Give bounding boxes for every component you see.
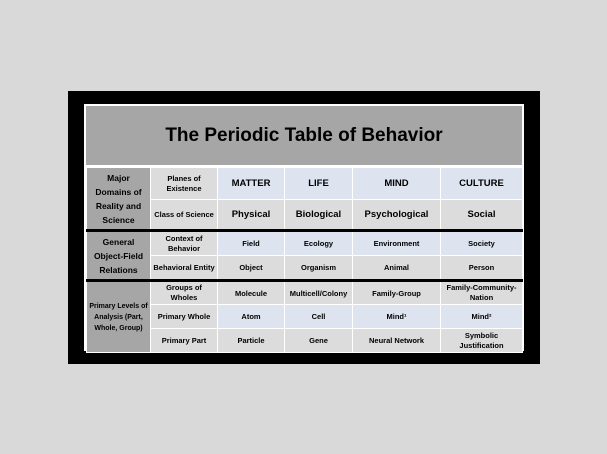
- column-header-matter: MATTER: [218, 168, 285, 200]
- table-cell: Object: [218, 256, 285, 281]
- table-row: [87, 281, 523, 305]
- table-cell: Physical: [218, 200, 285, 231]
- behavior-table: [86, 167, 523, 353]
- row-label: Groups of Wholes: [151, 281, 218, 305]
- row-label: Primary Whole: [151, 305, 218, 329]
- slide-frame: [68, 91, 540, 364]
- table-cell: Social: [441, 200, 523, 231]
- table-row: [87, 200, 523, 231]
- table-sheet: [84, 104, 524, 351]
- table-row: [87, 231, 523, 256]
- domain-cell: General Object-Field Relations: [87, 231, 151, 281]
- table-cell: Biological: [285, 200, 353, 231]
- table-cell: Gene: [285, 329, 353, 353]
- table-cell: Society: [441, 231, 523, 256]
- table-cell: Person: [441, 256, 523, 281]
- table-cell: Psychological: [353, 200, 441, 231]
- row-label: Behavioral Entity: [151, 256, 218, 281]
- table-cell: Particle: [218, 329, 285, 353]
- domain-cell: Primary Levels of Analysis (Part, Whole, Group): [87, 281, 151, 353]
- table-cell: Family-Group: [353, 281, 441, 305]
- table-row: [87, 329, 523, 353]
- table-cell: Atom: [218, 305, 285, 329]
- table-cell: Field: [218, 231, 285, 256]
- table-cell: Symbolic Justification: [441, 329, 523, 353]
- column-header-life: LIFE: [285, 168, 353, 200]
- table-row: [87, 256, 523, 281]
- table-cell: Mind²: [441, 305, 523, 329]
- table-cell: Multicell/Colony: [285, 281, 353, 305]
- column-header-mind: MIND: [353, 168, 441, 200]
- table-cell: Organism: [285, 256, 353, 281]
- domain-cell: Major Domains of Reality and Science: [87, 168, 151, 231]
- row-label: Planes of Existence: [151, 168, 218, 200]
- row-label: Context of Behavior: [151, 231, 218, 256]
- table-cell: Ecology: [285, 231, 353, 256]
- table-row: [87, 305, 523, 329]
- column-header-culture: CULTURE: [441, 168, 523, 200]
- table-cell: Environment: [353, 231, 441, 256]
- table-cell: Neural Network: [353, 329, 441, 353]
- page-title: The Periodic Table of Behavior: [86, 106, 522, 165]
- table-cell: Family-Community-Nation: [441, 281, 523, 305]
- table-cell: Mind¹: [353, 305, 441, 329]
- table-cell: Cell: [285, 305, 353, 329]
- table-cell: Animal: [353, 256, 441, 281]
- table-row: [87, 168, 523, 200]
- row-label: Class of Science: [151, 200, 218, 231]
- table-cell: Molecule: [218, 281, 285, 305]
- row-label: Primary Part: [151, 329, 218, 353]
